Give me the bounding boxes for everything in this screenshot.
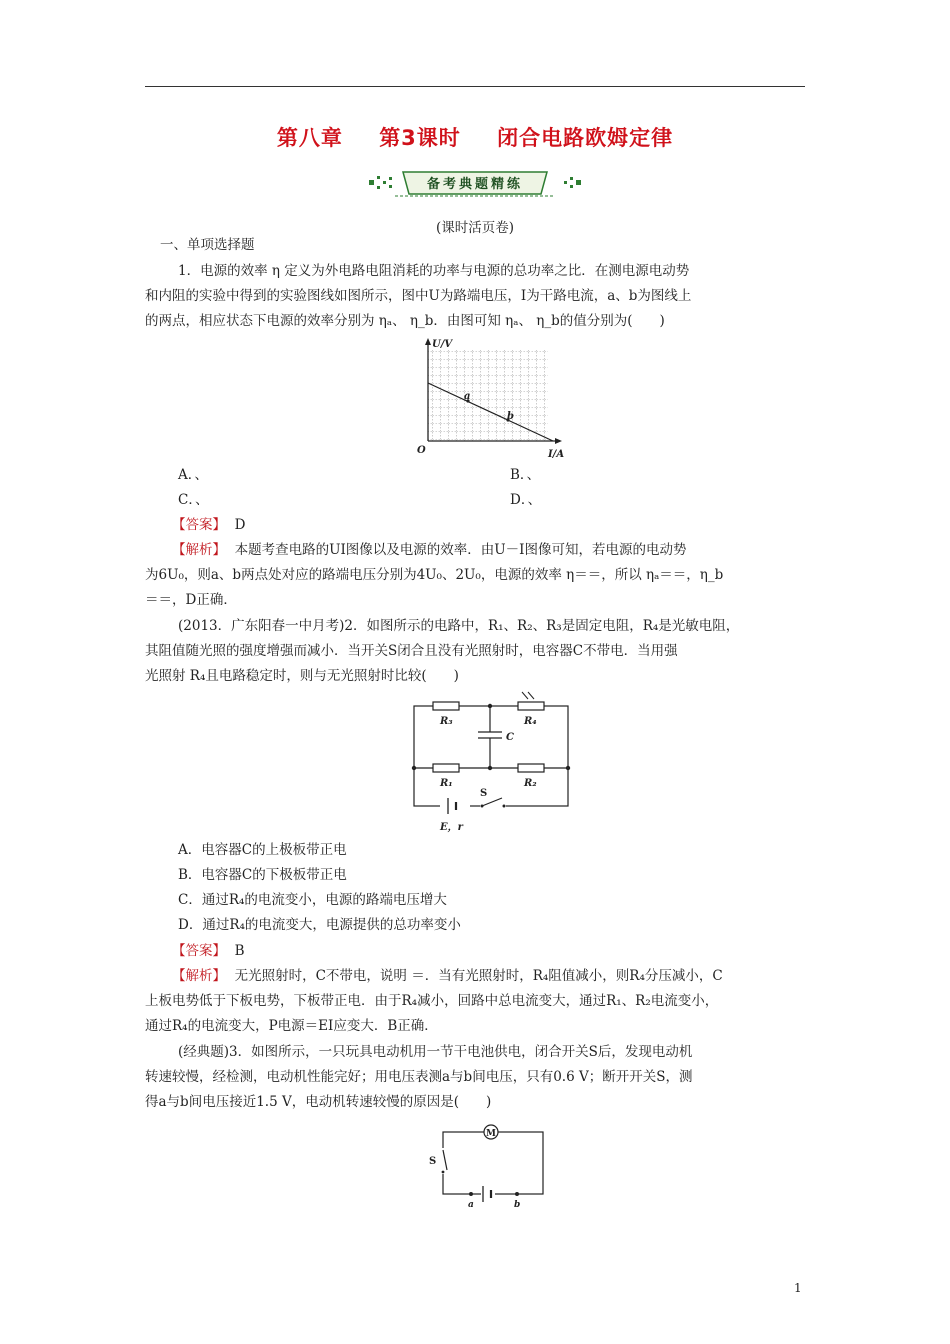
q2-analysis-line-2: 上板电势低于下板电势，下板带正电．由于R₄减小，回路中总电流变大，通过R₁、R₂电流变小， [145,993,719,1009]
q1-line-1: 1．电源的效率 η 定义为外电路电阻消耗的功率与电源的总功率之比．在测电源电动势 [178,263,690,279]
q3-line-1: (经典题)3．如图所示，一只玩具电动机用一节干电池供电，闭合开关S后，发现电动机 [178,1044,693,1060]
q2-line-2: 其阻值随光照的强度增强而减小．当开关S闭合且没有光照射时，电容器C不带电．当用强 [145,643,678,659]
banner-text: 备考典题精练 [426,177,524,192]
y-axis-label: U/V [432,339,453,350]
r1-label: R₁ [440,778,453,789]
q2-option-c: C．通过R₄的电流变小，电源的路端电压增大 [178,892,447,908]
node-b-label: b [514,1200,521,1210]
subtitle: (课时活页卷) [435,220,515,236]
q1-answer [172,513,832,539]
x-axis-label: I/A [548,449,565,460]
chapter-label: 第八章 [276,126,343,150]
q1-line-3: 的两点，相应状态下电源的效率分别为 ηₐ、 η_b．由图可知 ηₐ、 η_b的值分别为( ) [145,313,665,329]
q1-analysis-line-3: ＝＝，D正确． [145,592,237,608]
q1-analysis-text-1: 本题考查电路的UI图像以及电源的效率．由U－I图像可知，若电源的电动势 [234,542,687,558]
s-label: S [480,788,488,799]
source-label: E，r [440,822,463,833]
section-heading: 一、单项选择题 [160,237,255,253]
q1-option-a: A．、 [178,467,208,483]
circuit-figure-rc [400,690,580,840]
point-b-label: b [507,411,514,422]
q2-option-d: D．通过R₄的电流变大，电源提供的总功率变小 [178,917,461,933]
q1-analysis-line-1 [172,538,832,564]
c-label: C [506,732,514,743]
q2-analysis-line-1 [172,964,832,990]
q1-analysis-line-2: 为6U₀，则a、b两点处对应的路端电压分别为4U₀、2U₀，电源的效率 η＝＝，所以 ηₐ＝＝，η_b [145,567,724,583]
r3-label: R₃ [440,716,453,727]
motor-label: M [486,1129,496,1139]
q2-analysis-tag: 【解析】 [172,968,226,984]
q2-answer-tag: 【答案】 [172,943,226,959]
q2-answer-value: B [234,943,245,959]
banner-decoration [365,168,585,198]
page-number: 1 [794,1281,802,1295]
circuit-figure-motor [425,1120,555,1210]
q3-line-3: 得a与b间电压接近1.5 V，电动机转速较慢的原因是( ) [145,1094,492,1110]
q1-line-2: 和内阻的实验中得到的实验图线如图所示，图中U为路端电压，I为干路电流，a、b为图线上 [145,288,692,304]
q2-option-b: B．电容器C的下极板带正电 [178,867,347,883]
q2-analysis-line-3: 通过R₄的电流变大，P电源＝EI应变大．B正确． [145,1018,438,1034]
q2-line-3: 光照射 R₄且电路稳定时，则与无光照射时比较( ) [145,668,459,684]
q3-line-2: 转速较慢，经检测，电动机性能完好；用电压表测a与b间电压，只有0.6 V；断开开关S，测 [145,1069,693,1085]
lesson-label: 第3课时 [379,126,461,150]
switch-label: S [429,1156,437,1167]
node-a-label: a [468,1200,474,1210]
top-rule [145,86,805,87]
q2-line-1: (2013．广东阳春一中月考)2．如图所示的电路中，R₁、R₂、R₃是固定电阻，R₄是光敏电阻， [178,618,740,634]
origin-label: O [417,445,426,456]
q2-answer [172,939,832,965]
q1-option-c: C．、 [178,492,209,508]
point-a-label: a [464,391,471,402]
r4-label: R₄ [524,716,537,727]
q1-answer-value: D [234,517,246,533]
q2-analysis-text-1: 无光照射时，C不带电，说明 ＝．当有光照射时，R₄阻值减小，则R₄分压减小，C [234,968,723,984]
q2-option-a: A．电容器C的上极板带正电 [178,842,347,858]
q1-answer-tag: 【答案】 [172,517,226,533]
q1-option-b: B．、 [510,467,541,483]
r2-label: R₂ [524,778,537,789]
q1-analysis-tag: 【解析】 [172,542,226,558]
q1-option-d: D．、 [510,492,542,508]
ui-graph-figure [408,335,568,460]
topic-label: 闭合电路欧姆定律 [497,126,674,150]
page-title [0,122,950,152]
